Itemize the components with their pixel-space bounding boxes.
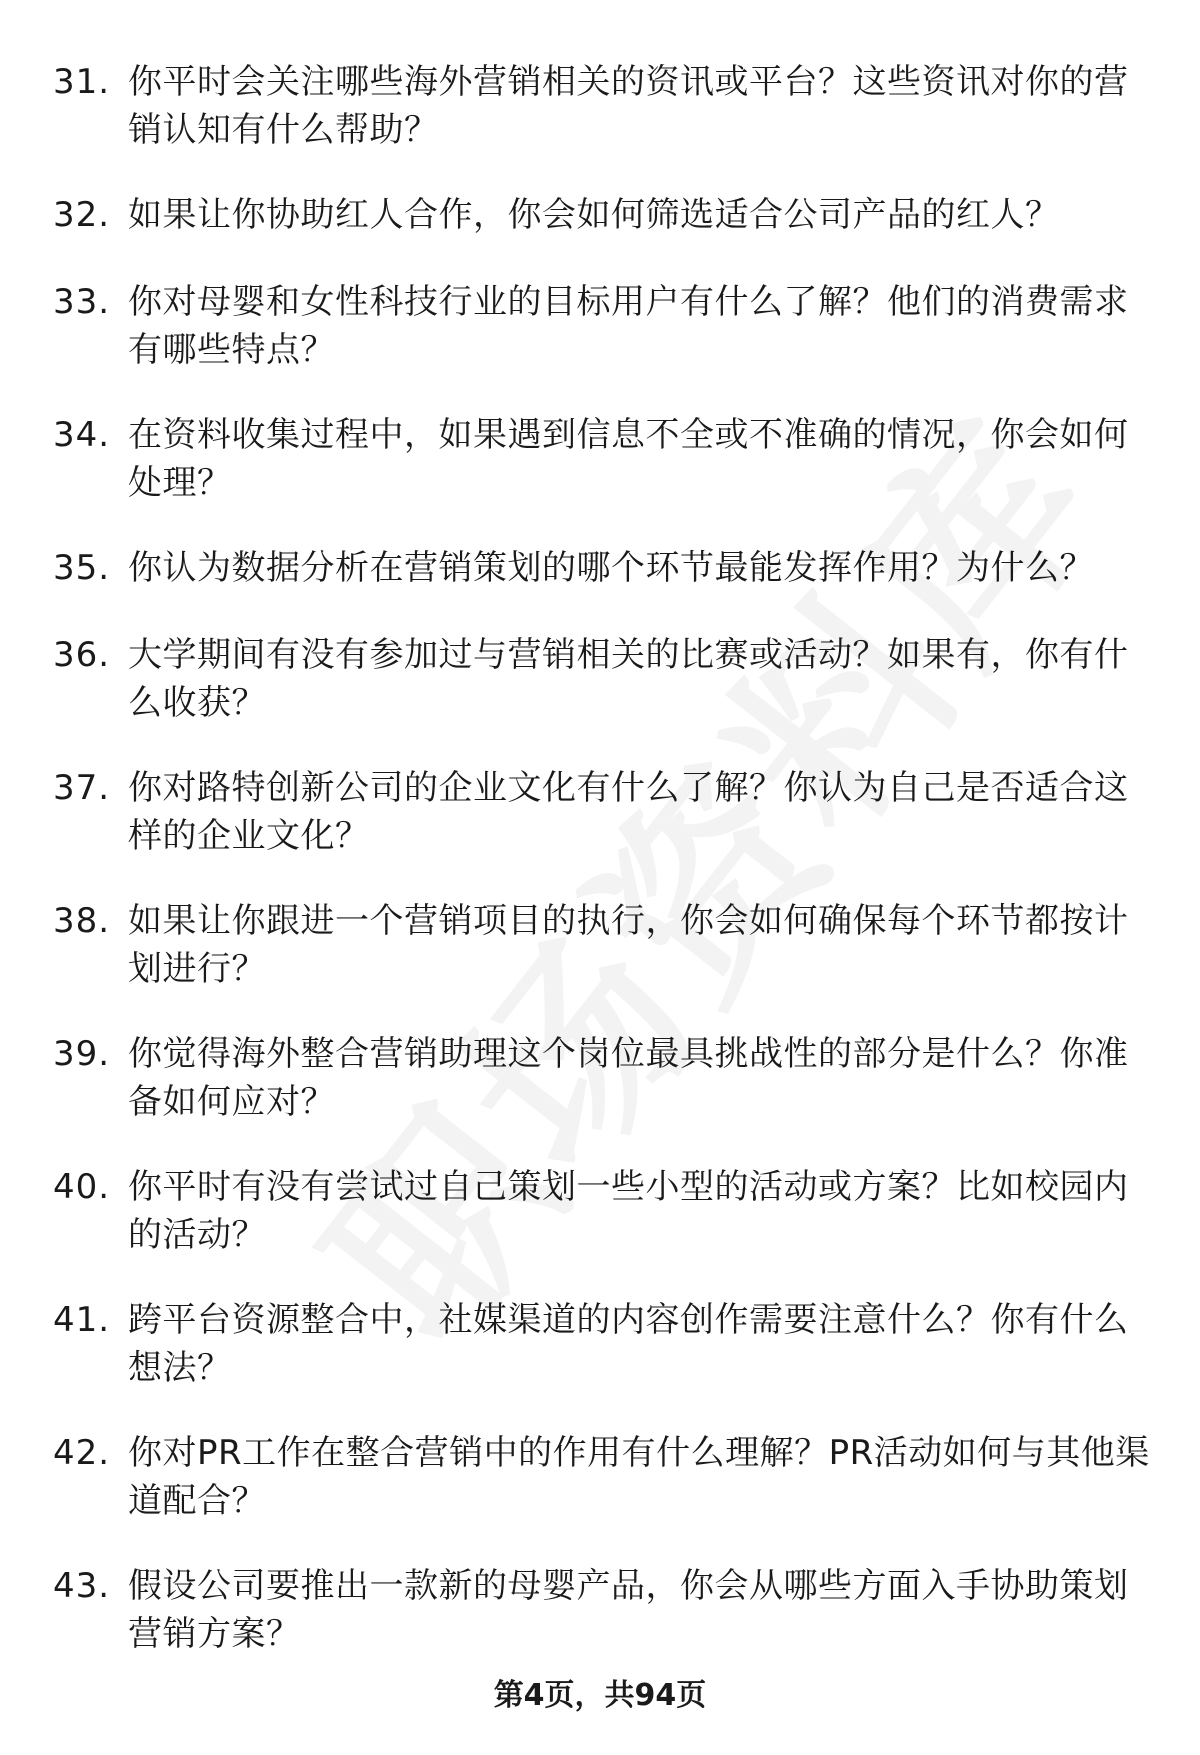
list-item <box>0 1296 1200 1392</box>
question-text: 你对PR工作在整合营销中的作用有什么理解？PR活动如何与其他渠道配合？ <box>128 1433 1150 1521</box>
question-number: 36. <box>53 635 111 675</box>
question-text: 如果让你跟进一个营销项目的执行，你会如何确保每个环节都按计划进行？ <box>128 901 1129 989</box>
question-number: 35. <box>53 548 111 588</box>
question-number: 33. <box>53 282 111 322</box>
list-item <box>0 1429 1200 1525</box>
list-item <box>0 58 1200 154</box>
question-number: 38. <box>53 901 111 941</box>
list-item <box>0 411 1200 507</box>
question-number: 43. <box>53 1566 111 1606</box>
question-text: 在资料收集过程中，如果遇到信息不全或不准确的情况，你会如何处理？ <box>128 415 1129 503</box>
list-item <box>0 1562 1200 1658</box>
question-number: 31. <box>53 62 111 102</box>
question-number: 42. <box>53 1433 111 1473</box>
question-number: 34. <box>53 415 111 455</box>
question-text: 你觉得海外整合营销助理这个岗位最具挑战性的部分是什么？你准备如何应对？ <box>128 1034 1129 1122</box>
question-text: 你平时有没有尝试过自己策划一些小型的活动或方案？比如校园内的活动？ <box>128 1167 1129 1255</box>
list-item <box>0 278 1200 374</box>
list-item <box>0 1030 1200 1126</box>
list-item <box>0 191 1200 241</box>
question-text: 如果让你协助红人合作，你会如何筛选适合公司产品的红人？ <box>128 195 1060 235</box>
question-number: 39. <box>53 1034 111 1074</box>
list-item <box>0 544 1200 594</box>
list-item <box>0 764 1200 860</box>
question-text: 你认为数据分析在营销策划的哪个环节最能发挥作用？为什么？ <box>128 548 1094 588</box>
question-text: 你对路特创新公司的企业文化有什么了解？你认为自己是否适合这样的企业文化？ <box>128 768 1129 856</box>
page-footer: 第4页，共94页 <box>493 1678 707 1713</box>
question-list <box>0 58 1200 1695</box>
question-number: 32. <box>53 195 111 235</box>
question-number: 37. <box>53 768 111 808</box>
question-text: 跨平台资源整合中，社媒渠道的内容创作需要注意什么？你有什么想法？ <box>128 1300 1129 1388</box>
question-text: 大学期间有没有参加过与营销相关的比赛或活动？如果有，你有什么收获？ <box>128 635 1129 723</box>
list-item <box>0 631 1200 727</box>
question-text: 假设公司要推出一款新的母婴产品，你会从哪些方面入手协助策划营销方案？ <box>128 1566 1129 1654</box>
list-item <box>0 1163 1200 1259</box>
question-text: 你对母婴和女性科技行业的目标用户有什么了解？他们的消费需求有哪些特点？ <box>128 282 1129 370</box>
question-number: 40. <box>53 1167 111 1207</box>
question-text: 你平时会关注哪些海外营销相关的资讯或平台？这些资讯对你的营销认知有什么帮助？ <box>128 62 1129 150</box>
question-number: 41. <box>53 1300 111 1340</box>
list-item <box>0 897 1200 993</box>
